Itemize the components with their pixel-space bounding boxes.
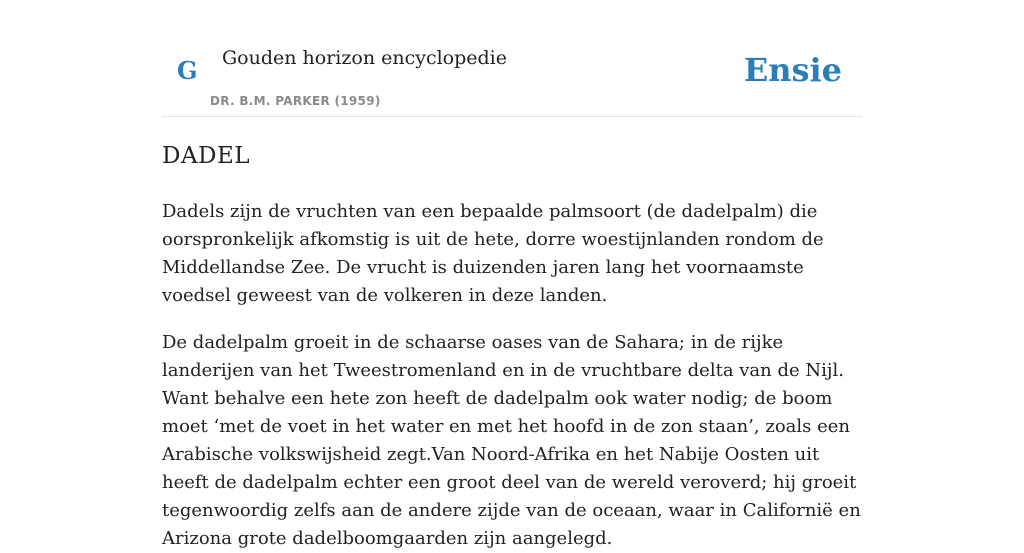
book-author: DR. B.M. PARKER (1959) <box>210 94 381 108</box>
article-paragraph: De dadelpalm groeit in de schaarse oases van de Sahara; in de rijke landerijen van het Tweestromenland en in de vruchtbare delta van de Nijl. Want behalve een hete zon heeft de dadelpalm ook water nodig; de boom moet ‘met de voet in het water en met het hoofd in de zon staan’, zoals een Arabische volkswijsheid zegt.Van Noord-Afrika en het Nabije Oosten uit heeft de dadelpalm echter een groot deel van de wereld veroverd; hij groeit tegenwoordig zelfs aan de andere zijde van de oceaan, waar in Californië en Arizona grote dadelboomgaarden zijn aangelegd. <box>162 332 861 549</box>
article-title: DADEL <box>162 143 251 169</box>
article-paragraph: Dadels zijn de vruchten van een bepaalde palmsoort (de dadelpalm) die oorspronkelijk afkomstig is uit de hete, dorre woestijnlanden rondom de Middellandse Zee. De vrucht is duizenden jaren lang het voornaamste voedsel geweest van de volkeren in deze landen. <box>162 201 824 306</box>
page-header <box>162 0 862 117</box>
article <box>162 116 862 553</box>
book-title-link[interactable]: Gouden horizon encyclopedie <box>222 47 507 69</box>
book-initial-badge[interactable]: G <box>177 56 198 85</box>
ensie-logo-link[interactable]: Ensie <box>743 51 842 89</box>
